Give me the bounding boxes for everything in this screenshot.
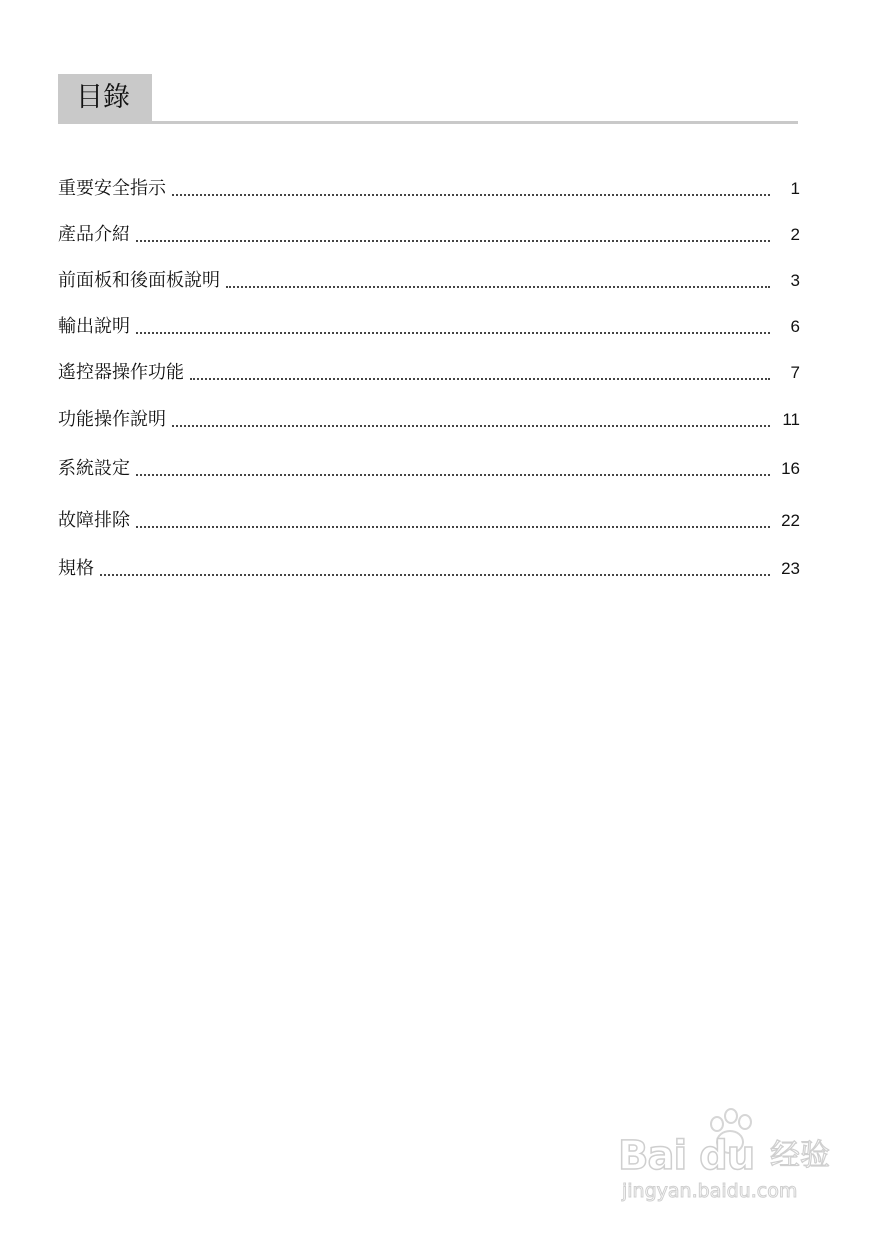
toc-leader-dots [190, 378, 770, 380]
toc-item-output[interactable] [58, 308, 800, 338]
toc-item-system-settings[interactable] [58, 450, 800, 480]
toc-item-page: 1 [790, 179, 800, 198]
toc-item-safety[interactable] [58, 170, 800, 200]
toc-item-label: 產品介紹 [58, 224, 130, 245]
baidu-watermark [618, 1108, 828, 1208]
watermark-cn-text: 经验 [770, 1138, 830, 1173]
toc-item-page: 3 [790, 271, 800, 290]
toc-item-label: 系統設定 [58, 458, 130, 479]
toc-item-page: 22 [781, 511, 800, 530]
toc-leader-dots [136, 526, 770, 528]
toc-leader-dots [172, 194, 770, 196]
toc-item-page: 16 [781, 459, 800, 478]
toc-item-specifications[interactable] [58, 550, 800, 580]
toc-item-remote[interactable] [58, 354, 800, 384]
toc-item-page: 2 [790, 225, 800, 244]
toc-item-label: 前面板和後面板說明 [58, 270, 220, 291]
toc-item-label: 遙控器操作功能 [58, 362, 184, 383]
toc-item-label: 功能操作說明 [58, 409, 166, 430]
toc-leader-dots [136, 332, 770, 334]
toc-item-label: 輸出說明 [58, 316, 130, 337]
toc-leader-dots [136, 474, 770, 476]
watermark-url: jingyan.baidu.com [622, 1180, 798, 1202]
toc-item-panels[interactable] [58, 262, 800, 292]
toc-leader-dots [136, 240, 770, 242]
page-title: 目錄 [76, 82, 130, 113]
toc-item-label: 重要安全指示 [58, 178, 166, 199]
header-rule [58, 121, 798, 124]
toc-item-page: 7 [790, 363, 800, 382]
toc-item-functions[interactable] [58, 401, 800, 431]
toc-item-label: 故障排除 [58, 510, 130, 531]
toc-item-page: 11 [782, 410, 800, 429]
toc-leader-dots [226, 286, 770, 288]
toc-item-troubleshooting[interactable] [58, 502, 800, 532]
toc-leader-dots [100, 574, 770, 576]
toc-item-intro[interactable] [58, 216, 800, 246]
watermark-brand: Bai du [618, 1133, 755, 1179]
toc-item-label: 規格 [58, 558, 94, 579]
toc-leader-dots [172, 425, 770, 427]
toc-item-page: 6 [790, 317, 800, 336]
toc-header [58, 74, 798, 124]
toc-item-page: 23 [781, 559, 800, 578]
